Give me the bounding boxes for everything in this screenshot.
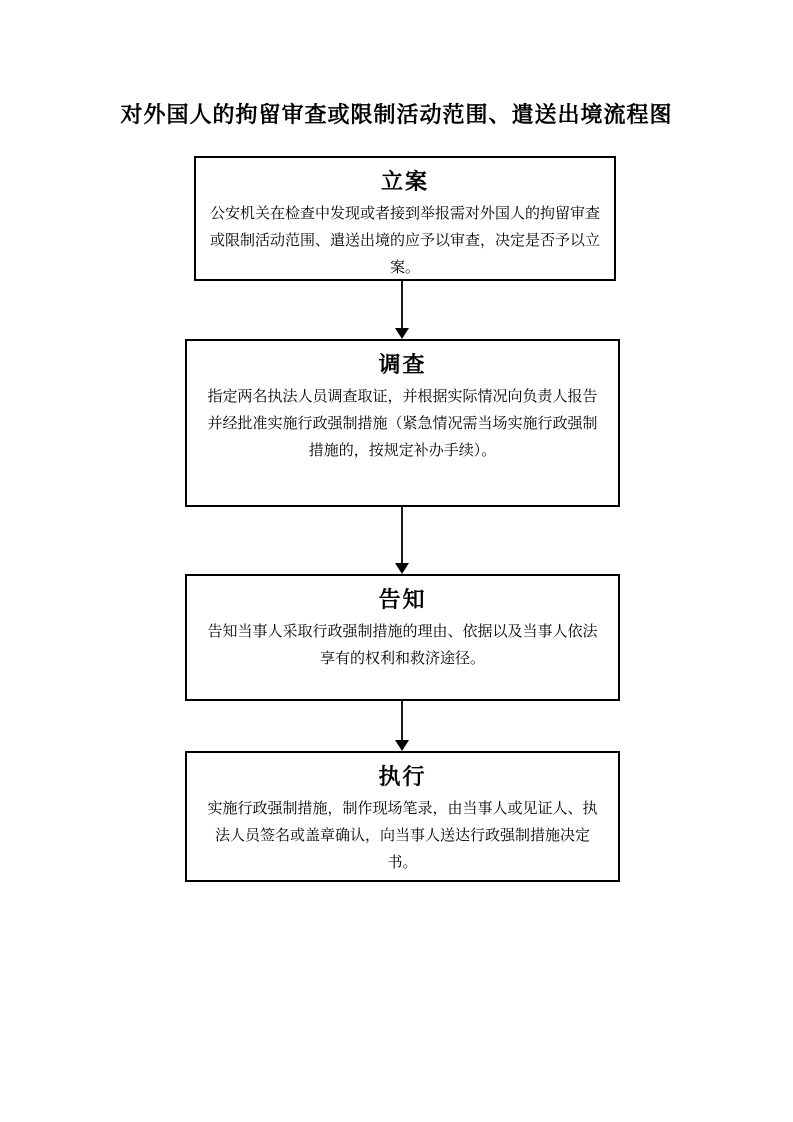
flow-step-notification	[185, 574, 620, 701]
arrow-line	[401, 281, 403, 328]
flow-step-filing	[194, 156, 616, 281]
flow-connector-3	[395, 701, 409, 751]
flow-step-execution-heading: 执行	[378, 764, 427, 789]
flow-step-execution-body: 实施行政强制措施，制作现场笔录，由当事人或见证人、执法人员签名或盖章确认，向当事人送达行政强制措施决定书。	[207, 801, 598, 871]
flow-step-investigation-heading: 调查	[378, 352, 427, 377]
flow-step-notification-body: 告知当事人采取行政强制措施的理由、依据以及当事人依法享有的权利和救济途径。	[207, 624, 598, 667]
arrow-down-icon	[395, 328, 409, 339]
arrow-down-icon	[395, 563, 409, 574]
flow-connector-1	[395, 281, 409, 339]
flow-step-investigation-body: 指定两名执法人员调查取证，并根据实际情况向负责人报告并经批准实施行政强制措施（紧急情况需当场实施行政强制措施的，按规定补办手续）。	[207, 389, 598, 459]
page-title: 对外国人的拘留审查或限制活动范围、遣送出境流程图	[120, 102, 673, 127]
arrow-line	[401, 701, 403, 740]
flow-connector-2	[395, 507, 409, 574]
arrow-line	[401, 507, 403, 563]
flow-step-filing-body: 公安机关在检查中发现或者接到举报需对外国人的拘留审查或限制活动范围、遣送出境的应予以审查，决定是否予以立案。	[210, 206, 601, 276]
flow-step-filing-heading: 立案	[380, 169, 429, 194]
flow-step-investigation	[185, 339, 620, 507]
arrow-down-icon	[395, 740, 409, 751]
flow-step-notification-heading: 告知	[378, 587, 427, 612]
flow-step-execution	[185, 751, 620, 882]
